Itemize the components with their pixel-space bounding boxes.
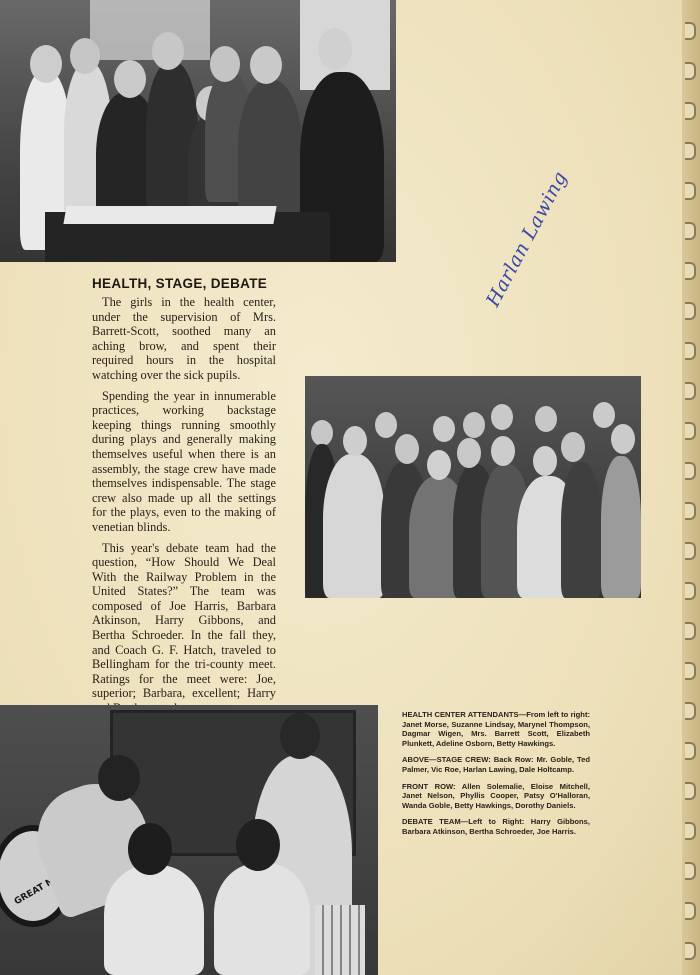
caption-health-center: HEALTH CENTER ATTENDANTS—From left to right: Janet Morse, Suzanne Lindsay, Marynel Thompson, Dagmar Wigen, Mrs. Barrett Scott, Elizabeth Plunkett, Adeline Osborn, Betty Hawkings. [402,710,590,748]
article-heading: HEALTH, STAGE, DEBATE [92,276,268,291]
caption-debate-team: DEBATE TEAM—Left to Right: Harry Gibbons, Barbara Atkinson, Bertha Schroeder, Joe Harris. [402,817,590,836]
caption-stage-crew-back: ABOVE—STAGE CREW: Back Row: Mr. Goble, Ted Palmer, Vic Roe, Harlan Lawing, Dale Holtcamp. [402,755,590,774]
photo-captions [402,710,590,844]
railway-emblem-text: GREAT [12,882,47,908]
caption-stage-crew-front: FRONT ROW: Allen Solemalie, Eloise Mitchell, Janet Nelson, Phyllis Cooper, Patsy O'Halloran, Wanda Goble, Betty Hawkings, Dorothy Daniels. [402,781,590,810]
spiral-binding [682,0,700,975]
health-center-photo [0,0,396,262]
paragraph-debate: This year's debate team had the question, “How Should We Deal With the Railway Problem in the United States?” The team was composed of Joe Harris, Barbara Atkinson, Harry Gibbons, and Bertha Schroeder. In the fall they, and Coach G. F. Hatch, traveled to Bellingham for the tri-county meet. Ratings for the meet were: Joe, superior; Barbara, excellent; Harry [92,540,276,701]
paragraph-stage: Spending the year in innumerable practices, working backstage keeping things running smoothly during plays and generally making themselves useful when there is an assembly, the stage crew have made themselves indispensable. The stage crew also made up all the settings for the plays, even to the making of venetian blinds. [92,388,276,534]
paragraph-health: The girls in the health center, under the supervision of Mrs. Barrett-Scott, soothed many an aching brow, and spent their required hours in the hospital watching over the sick pupils. [92,295,276,382]
article-body [92,295,276,722]
stage-crew-photo [305,376,641,598]
handwritten-signature: Harlan Lawing [482,167,572,311]
debate-team-photo [0,705,378,975]
